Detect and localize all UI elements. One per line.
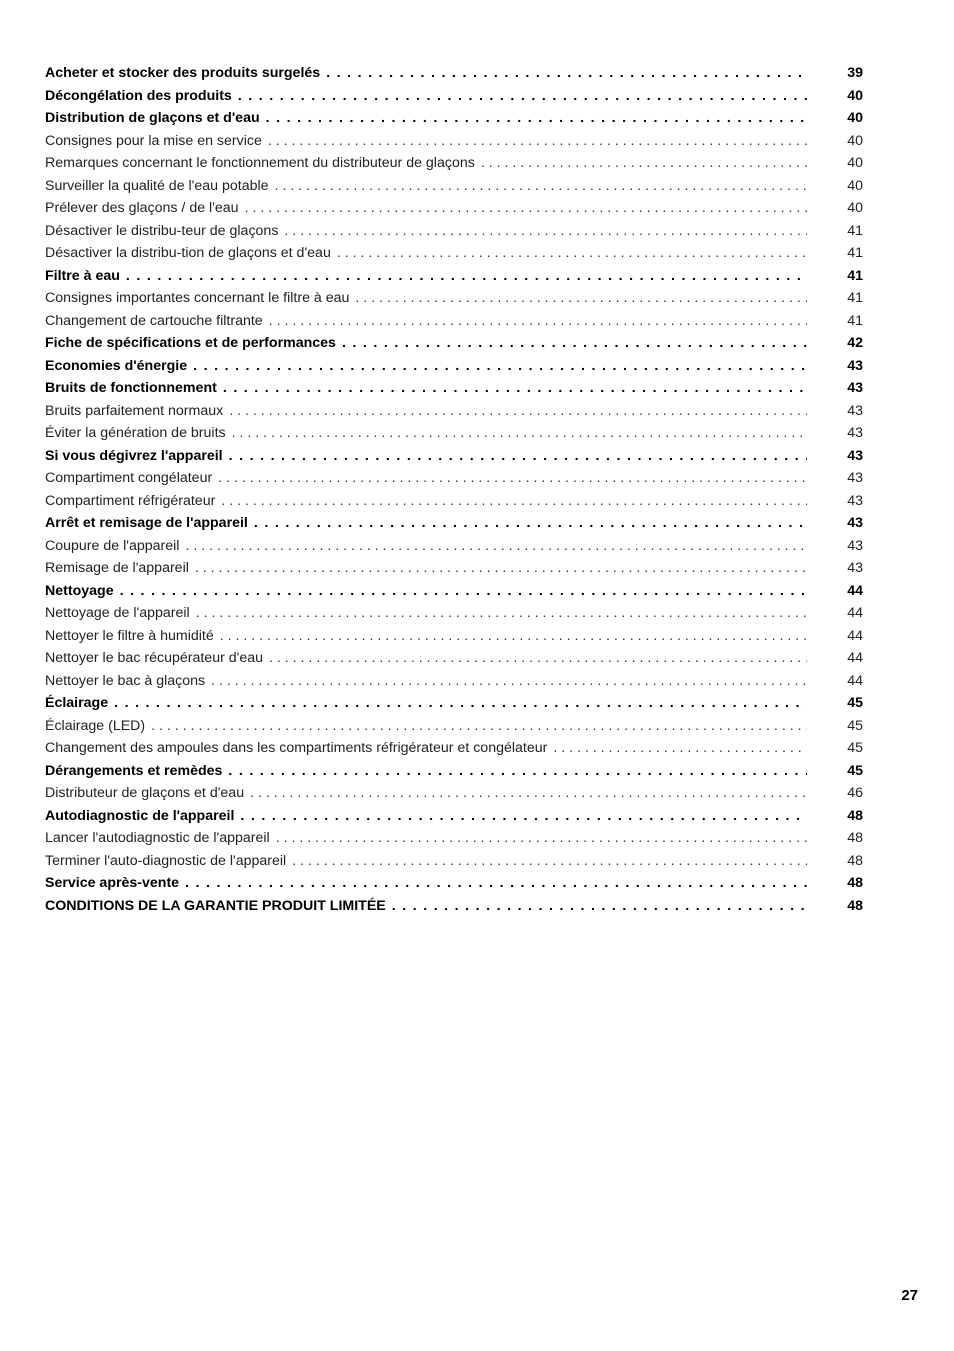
toc-entry-page: 43 <box>847 560 863 576</box>
toc-entry-page: 40 <box>847 177 863 194</box>
toc-dot-leader <box>254 512 807 535</box>
toc-entry-title: Distribution de glaçons et d'eau <box>45 110 260 126</box>
toc-dot-leader <box>481 152 807 175</box>
toc-entry-page: 44 <box>847 605 863 621</box>
toc-entry-subsection[interactable] <box>45 782 863 805</box>
toc-entry-title: Éclairage <box>45 695 109 711</box>
toc-entry-page: 44 <box>847 582 863 599</box>
toc-entry-page: 41 <box>847 290 863 306</box>
toc-entry-subsection[interactable] <box>45 197 863 220</box>
toc-entry-page: 40 <box>847 155 863 171</box>
toc-entry-title: Changement de cartouche filtrante <box>45 312 263 329</box>
toc-entry-title: Dérangements et remèdes <box>45 762 223 779</box>
toc-entry-title: Acheter et stocker des produits surgelés <box>45 65 321 81</box>
toc-entry-page: 46 <box>847 785 863 801</box>
toc-entry-page: 39 <box>847 65 863 81</box>
toc-dot-leader <box>292 850 807 873</box>
toc-entry-title: Consignes pour la mise en service <box>45 132 262 149</box>
toc-entry-title: Éviter la génération de bruits <box>45 425 226 441</box>
toc-dot-leader <box>284 220 807 243</box>
toc-entry-title: Coupure de l'appareil <box>45 537 180 554</box>
toc-entry-title: Changement des ampoules dans les compartiments réfrigérateur et congélateur <box>45 740 548 756</box>
toc-entry-section[interactable] <box>45 377 863 400</box>
toc-dot-leader <box>193 355 807 378</box>
toc-entry-subsection[interactable] <box>45 220 863 243</box>
toc-entry-page: 44 <box>847 627 863 644</box>
toc-entry-subsection[interactable] <box>45 535 863 558</box>
toc-dot-leader <box>276 827 807 850</box>
toc-entry-page: 43 <box>847 357 863 374</box>
toc-entry-subsection[interactable] <box>45 242 863 265</box>
toc-entry-subsection[interactable] <box>45 827 863 850</box>
toc-entry-page: 45 <box>847 695 863 711</box>
toc-entry-title: Compartiment réfrigérateur <box>45 492 216 509</box>
toc-entry-title: Si vous dégivrez l'appareil <box>45 447 223 464</box>
toc-entry-title: Distributeur de glaçons et d'eau <box>45 785 245 801</box>
toc-entry-page: 48 <box>847 830 863 846</box>
toc-entry-subsection[interactable] <box>45 467 863 490</box>
toc-dot-leader <box>120 580 807 603</box>
toc-entry-page: 40 <box>847 110 863 126</box>
toc-entry-title: Surveiller la qualité de l'eau potable <box>45 177 269 194</box>
toc-entry-page: 48 <box>847 875 863 891</box>
toc-dot-leader <box>114 692 807 715</box>
toc-entry-title: Bruits parfaitement normaux <box>45 402 224 419</box>
toc-dot-leader <box>553 737 807 760</box>
toc-entry-title: Filtre à eau <box>45 267 120 284</box>
toc-dot-leader <box>250 782 807 805</box>
toc-dot-leader <box>211 670 807 693</box>
toc-dot-leader <box>220 625 807 648</box>
toc-entry-page: 43 <box>847 537 863 554</box>
toc-entry-section[interactable] <box>45 332 863 355</box>
toc-entry-title: Désactiver la distribu-tion de glaçons et d'eau <box>45 245 331 261</box>
toc-dot-leader <box>232 422 807 445</box>
toc-entry-page: 44 <box>847 672 863 689</box>
toc-entry-page: 45 <box>847 717 863 734</box>
toc-entry-title: Fiche de spécifications et de performances <box>45 335 336 351</box>
toc-entry-subsection[interactable] <box>45 175 863 198</box>
toc-entry-section[interactable] <box>45 760 863 783</box>
toc-entry-subsection[interactable] <box>45 152 863 175</box>
toc-entry-title: Arrêt et remisage de l'appareil <box>45 515 248 531</box>
toc-entry-title: CONDITIONS DE LA GARANTIE PRODUIT LIMITÉE <box>45 897 386 914</box>
toc-dot-leader <box>326 62 807 85</box>
toc-entry-title: Prélever des glaçons / de l'eau <box>45 200 239 216</box>
toc-entry-section[interactable] <box>45 805 863 828</box>
toc-dot-leader <box>266 107 807 130</box>
toc-entry-subsection[interactable] <box>45 670 863 693</box>
toc-entry-subsection[interactable] <box>45 647 863 670</box>
toc-entry-section[interactable] <box>45 692 863 715</box>
toc-dot-leader <box>269 310 807 333</box>
toc-dot-leader <box>229 400 807 423</box>
toc-entry-page: 43 <box>847 515 863 531</box>
toc-entry-page: 40 <box>847 200 863 216</box>
toc-entry-title: Éclairage (LED) <box>45 717 146 734</box>
toc-entry-section[interactable] <box>45 265 863 288</box>
toc-entry-title: Nettoyer le bac récupérateur d'eau <box>45 650 264 666</box>
toc-dot-leader <box>355 287 807 310</box>
toc-entry-subsection[interactable] <box>45 400 863 423</box>
table-of-contents <box>45 62 863 917</box>
toc-dot-leader <box>269 647 807 670</box>
toc-entry-page: 45 <box>847 740 863 756</box>
toc-entry-section[interactable] <box>45 445 863 468</box>
toc-entry-page: 41 <box>847 312 863 329</box>
toc-entry-page: 41 <box>847 222 863 239</box>
toc-entry-title: Remisage de l'appareil <box>45 560 189 576</box>
toc-entry-page: 41 <box>847 267 863 284</box>
toc-entry-title: Nettoyage <box>45 582 114 599</box>
toc-dot-leader <box>342 332 807 355</box>
toc-entry-page: 45 <box>847 762 863 779</box>
toc-entry-subsection[interactable] <box>45 557 863 580</box>
toc-dot-leader <box>126 265 807 288</box>
toc-dot-leader <box>229 445 807 468</box>
toc-entry-subsection[interactable] <box>45 490 863 513</box>
toc-entry-page: 40 <box>847 132 863 149</box>
page-number: 27 <box>901 1287 918 1304</box>
toc-dot-leader <box>245 197 807 220</box>
toc-entry-page: 42 <box>847 335 863 351</box>
toc-entry-section[interactable] <box>45 62 863 85</box>
toc-entry-subsection[interactable] <box>45 602 863 625</box>
toc-entry-page: 48 <box>847 897 863 914</box>
toc-entry-page: 48 <box>847 852 863 869</box>
toc-entry-title: Nettoyer le filtre à humidité <box>45 627 214 644</box>
toc-entry-subsection[interactable] <box>45 310 863 333</box>
toc-dot-leader <box>228 760 807 783</box>
toc-entry-section[interactable] <box>45 512 863 535</box>
toc-entry-page: 43 <box>847 425 863 441</box>
toc-entry-subsection[interactable] <box>45 625 863 648</box>
toc-entry-page: 48 <box>847 807 863 824</box>
toc-entry-section[interactable] <box>45 85 863 108</box>
toc-entry-title: Terminer l'auto-diagnostic de l'appareil <box>45 852 287 869</box>
toc-entry-title: Décongélation des produits <box>45 87 232 104</box>
toc-dot-leader <box>151 715 807 738</box>
toc-entry-page: 43 <box>847 402 863 419</box>
toc-entry-section[interactable] <box>45 895 863 918</box>
toc-entry-section[interactable] <box>45 107 863 130</box>
toc-entry-subsection[interactable] <box>45 287 863 310</box>
toc-entry-title: Compartiment congélateur <box>45 470 213 486</box>
toc-entry-subsection[interactable] <box>45 422 863 445</box>
toc-entry-title: Economies d'énergie <box>45 357 188 374</box>
toc-entry-title: Nettoyage de l'appareil <box>45 605 190 621</box>
toc-entry-title: Nettoyer le bac à glaçons <box>45 672 206 689</box>
toc-entry-subsection[interactable] <box>45 850 863 873</box>
toc-dot-leader <box>337 242 807 265</box>
toc-entry-page: 44 <box>847 650 863 666</box>
toc-entry-title: Autodiagnostic de l'appareil <box>45 807 235 824</box>
toc-entry-page: 43 <box>847 492 863 509</box>
toc-entry-page: 43 <box>847 470 863 486</box>
toc-entry-section[interactable] <box>45 872 863 895</box>
toc-dot-leader <box>185 872 807 895</box>
toc-entry-section[interactable] <box>45 580 863 603</box>
toc-entry-section[interactable] <box>45 355 863 378</box>
toc-dot-leader <box>275 175 807 198</box>
toc-entry-page: 43 <box>847 447 863 464</box>
toc-entry-subsection[interactable] <box>45 130 863 153</box>
toc-dot-leader <box>185 535 807 558</box>
toc-dot-leader <box>221 490 807 513</box>
toc-entry-title: Lancer l'autodiagnostic de l'appareil <box>45 830 270 846</box>
toc-entry-title: Désactiver le distribu-teur de glaçons <box>45 222 279 239</box>
toc-dot-leader <box>238 85 807 108</box>
toc-entry-page: 40 <box>847 87 863 104</box>
toc-entry-title: Bruits de fonctionnement <box>45 380 217 396</box>
toc-entry-title: Service après-vente <box>45 875 180 891</box>
toc-entry-title: Consignes importantes concernant le filtre à eau <box>45 290 350 306</box>
toc-dot-leader <box>240 805 807 828</box>
toc-dot-leader <box>268 130 807 153</box>
toc-dot-leader <box>196 602 807 625</box>
toc-dot-leader <box>223 377 807 400</box>
toc-entry-page: 41 <box>847 245 863 261</box>
toc-entry-subsection[interactable] <box>45 737 863 760</box>
toc-dot-leader <box>392 895 807 918</box>
toc-dot-leader <box>195 557 807 580</box>
toc-dot-leader <box>218 467 807 490</box>
toc-entry-title: Remarques concernant le fonctionnement du distributeur de glaçons <box>45 155 475 171</box>
toc-entry-subsection[interactable] <box>45 715 863 738</box>
toc-entry-page: 43 <box>847 380 863 396</box>
